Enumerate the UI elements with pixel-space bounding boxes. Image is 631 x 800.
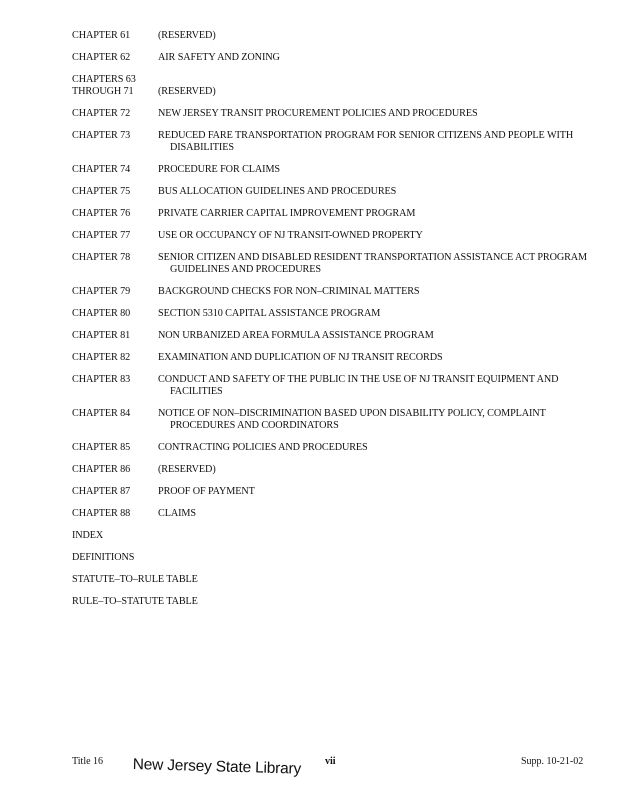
toc-entry — [72, 130, 602, 154]
toc-entry — [72, 108, 602, 120]
chapter-title: PROCEDURE FOR CLAIMS — [158, 164, 280, 175]
chapter-number: CHAPTER 85 — [72, 442, 131, 453]
chapter-title: CONDUCT AND SAFETY OF THE PUBLIC IN THE USE OF NJ TRANSIT EQUIPMENT AND FACILITIES — [158, 374, 559, 397]
chapter-number: CHAPTER 82 — [72, 352, 131, 363]
chapter-title: PRIVATE CARRIER CAPITAL IMPROVEMENT PROGRAM — [158, 208, 416, 219]
toc-entry — [72, 52, 602, 64]
toc-entry — [72, 164, 602, 176]
chapter-number: CHAPTER 83 — [72, 374, 131, 385]
toc-entry — [72, 442, 602, 454]
toc-entry — [72, 252, 602, 276]
library-stamp: New Jersey State Library — [132, 756, 302, 778]
page-number: vii — [325, 756, 336, 767]
toc-entry — [72, 308, 602, 320]
toc-entry — [72, 464, 602, 476]
definitions-entry: DEFINITIONS — [72, 552, 135, 563]
chapter-title: USE OR OCCUPANCY OF NJ TRANSIT-OWNED PROPERTY — [158, 230, 423, 241]
table-of-contents — [72, 30, 602, 608]
statute-to-rule-entry: STATUTE–TO–RULE TABLE — [72, 574, 198, 585]
chapter-number: CHAPTER 75 — [72, 186, 131, 197]
chapter-number: CHAPTER 74 — [72, 164, 131, 175]
chapter-number: CHAPTER 77 — [72, 230, 131, 241]
footer-title: Title 16 — [72, 756, 104, 767]
toc-entry — [72, 486, 602, 498]
chapter-number: CHAPTER 61 — [72, 30, 131, 41]
chapter-number: CHAPTER 76 — [72, 208, 131, 219]
chapter-title: CLAIMS — [158, 508, 196, 519]
chapter-title: (RESERVED) — [158, 30, 216, 41]
toc-entry — [72, 330, 602, 342]
toc-entry — [72, 74, 602, 98]
chapter-title: BACKGROUND CHECKS FOR NON–CRIMINAL MATTERS — [158, 286, 420, 297]
chapter-number: CHAPTERS 63 THROUGH 71 — [72, 74, 136, 97]
index-entry: INDEX — [72, 530, 104, 541]
toc-entry — [72, 30, 602, 42]
chapter-number: CHAPTER 87 — [72, 486, 131, 497]
toc-entry — [72, 230, 602, 242]
toc-entry — [72, 408, 602, 432]
chapter-title: REDUCED FARE TRANSPORTATION PROGRAM FOR SENIOR CITIZENS AND PEOPLE WITH DISABILITIES — [158, 130, 574, 153]
chapter-number: CHAPTER 88 — [72, 508, 131, 519]
chapter-title: (RESERVED) — [158, 86, 216, 97]
toc-entry — [72, 186, 602, 198]
page-footer — [0, 756, 631, 786]
chapter-number: CHAPTER 81 — [72, 330, 131, 341]
chapter-title: NOTICE OF NON–DISCRIMINATION BASED UPON DISABILITY POLICY, COMPLAINT PROCEDURES AND COORDINATORS — [158, 408, 546, 431]
chapter-number: CHAPTER 80 — [72, 308, 131, 319]
toc-entry — [72, 208, 602, 220]
toc-entry — [72, 352, 602, 364]
rule-to-statute-entry: RULE–TO–STATUTE TABLE — [72, 596, 198, 607]
chapter-number: CHAPTER 72 — [72, 108, 131, 119]
chapter-number: CHAPTER 62 — [72, 52, 131, 63]
chapter-number: CHAPTER 79 — [72, 286, 131, 297]
toc-entry — [72, 374, 602, 398]
toc-entry — [72, 286, 602, 298]
chapter-title: AIR SAFETY AND ZONING — [158, 52, 280, 63]
supplement-date: Supp. 10-21-02 — [521, 756, 584, 767]
chapter-title: SENIOR CITIZEN AND DISABLED RESIDENT TRANSPORTATION ASSISTANCE ACT PROGRAM GUIDELINES AND PROCEDURES — [158, 252, 588, 275]
chapter-title: NON URBANIZED AREA FORMULA ASSISTANCE PROGRAM — [158, 330, 434, 341]
chapter-title: EXAMINATION AND DUPLICATION OF NJ TRANSIT RECORDS — [158, 352, 443, 363]
chapter-number: CHAPTER 84 — [72, 408, 131, 419]
chapter-number: CHAPTER 78 — [72, 252, 131, 263]
chapter-number: CHAPTER 86 — [72, 464, 131, 475]
chapter-title: PROOF OF PAYMENT — [158, 486, 255, 497]
chapter-number: CHAPTER 73 — [72, 130, 131, 141]
toc-entry — [72, 508, 602, 520]
chapter-title: BUS ALLOCATION GUIDELINES AND PROCEDURES — [158, 186, 397, 197]
chapter-title: NEW JERSEY TRANSIT PROCUREMENT POLICIES AND PROCEDURES — [158, 108, 478, 119]
chapter-title: (RESERVED) — [158, 464, 216, 475]
chapter-title: CONTRACTING POLICIES AND PROCEDURES — [158, 442, 368, 453]
chapter-title: SECTION 5310 CAPITAL ASSISTANCE PROGRAM — [158, 308, 381, 319]
